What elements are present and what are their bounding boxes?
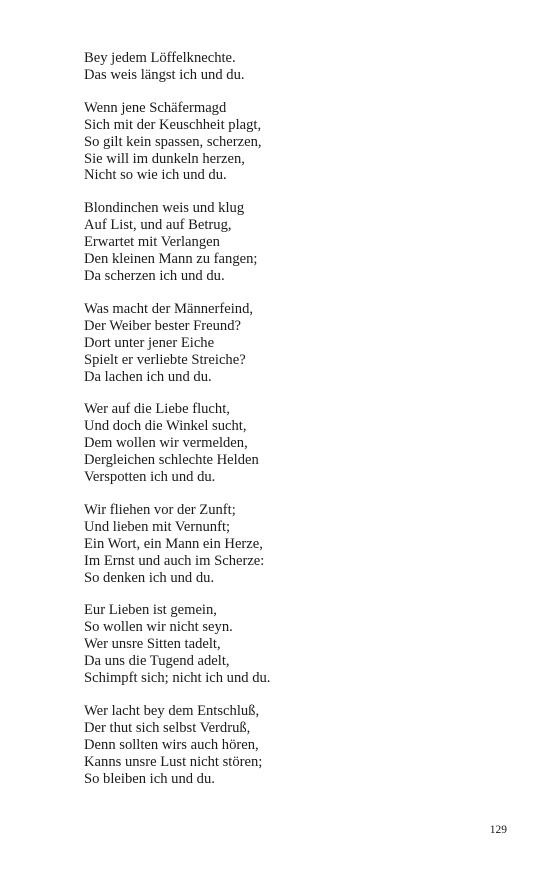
poem-line: Da lachen ich und du. bbox=[84, 368, 212, 385]
poem-text bbox=[84, 50, 504, 804]
poem-line: Ein Wort, ein Mann ein Herze, bbox=[84, 535, 263, 552]
poem-line: Und doch die Winkel sucht, bbox=[84, 418, 247, 435]
poem-line: Spielt er verliebte Streiche? bbox=[84, 351, 246, 368]
stanza bbox=[84, 502, 504, 587]
poem-line: Den kleinen Mann zu fangen; bbox=[84, 251, 258, 268]
poem-line: So bleiben ich und du. bbox=[84, 770, 215, 787]
poem-line: Dem wollen wir vermelden, bbox=[84, 435, 248, 452]
poem-line: Wer auf die Liebe flucht, bbox=[84, 401, 230, 418]
poem-line: Dort unter jener Eiche bbox=[84, 334, 215, 351]
poem-line: Da uns die Tugend adelt, bbox=[84, 653, 230, 670]
stanza bbox=[84, 301, 504, 386]
poem-line: Dergleichen schlechte Helden bbox=[84, 452, 259, 469]
poem-line: Schimpft sich; nicht ich und du. bbox=[84, 670, 271, 687]
poem-line: Wir fliehen vor der Zunft; bbox=[84, 501, 236, 518]
poem-line: Blondinchen weis und klug bbox=[84, 200, 245, 217]
poem-line: Eur Lieben ist gemein, bbox=[84, 602, 217, 619]
stanza bbox=[84, 50, 504, 84]
poem-line: Und lieben mit Vernunft; bbox=[84, 518, 231, 535]
poem-line: Der thut sich selbst Verdruß, bbox=[84, 719, 251, 736]
poem-line: So wollen wir nicht seyn. bbox=[84, 619, 233, 636]
poem-line: Wer unsre Sitten tadelt, bbox=[84, 636, 221, 653]
poem-line: Im Ernst und auch im Scherze: bbox=[84, 552, 265, 569]
stanza bbox=[84, 703, 504, 788]
poem-line: Verspotten ich und du. bbox=[84, 469, 216, 486]
poem-line: So gilt kein spassen, scherzen, bbox=[84, 133, 262, 150]
poem-line: So denken ich und du. bbox=[84, 569, 215, 586]
stanza bbox=[84, 200, 504, 285]
poem-line: Wer lacht bey dem Entschluß, bbox=[84, 703, 260, 719]
page-number: 129 bbox=[489, 824, 507, 836]
stanza bbox=[84, 100, 504, 185]
stanza bbox=[84, 401, 504, 486]
poem-line: Nicht so wie ich und du. bbox=[84, 167, 227, 184]
poem-line: Da scherzen ich und du. bbox=[84, 267, 225, 284]
stanza bbox=[84, 602, 504, 687]
poem-line: Erwartet mit Verlangen bbox=[84, 234, 220, 251]
poem-line: Wenn jene Schäfermagd bbox=[84, 99, 227, 116]
poem-line: Der Weiber bester Freund? bbox=[84, 317, 241, 334]
poem-line: Sich mit der Keuschheit plagt, bbox=[84, 116, 262, 133]
poem-line: Kanns unsre Lust nicht stören; bbox=[84, 753, 263, 770]
poem-line: Bey jedem Löffelknechte. bbox=[84, 50, 236, 66]
poem-line: Auf List, und auf Betrug, bbox=[84, 217, 232, 234]
poem-line: Das weis längst ich und du. bbox=[84, 66, 245, 83]
poem-line: Was macht der Männerfeind, bbox=[84, 300, 254, 317]
poem-line: Denn sollten wirs auch hören, bbox=[84, 736, 259, 753]
poem-line: Sie will im dunkeln herzen, bbox=[84, 150, 245, 167]
